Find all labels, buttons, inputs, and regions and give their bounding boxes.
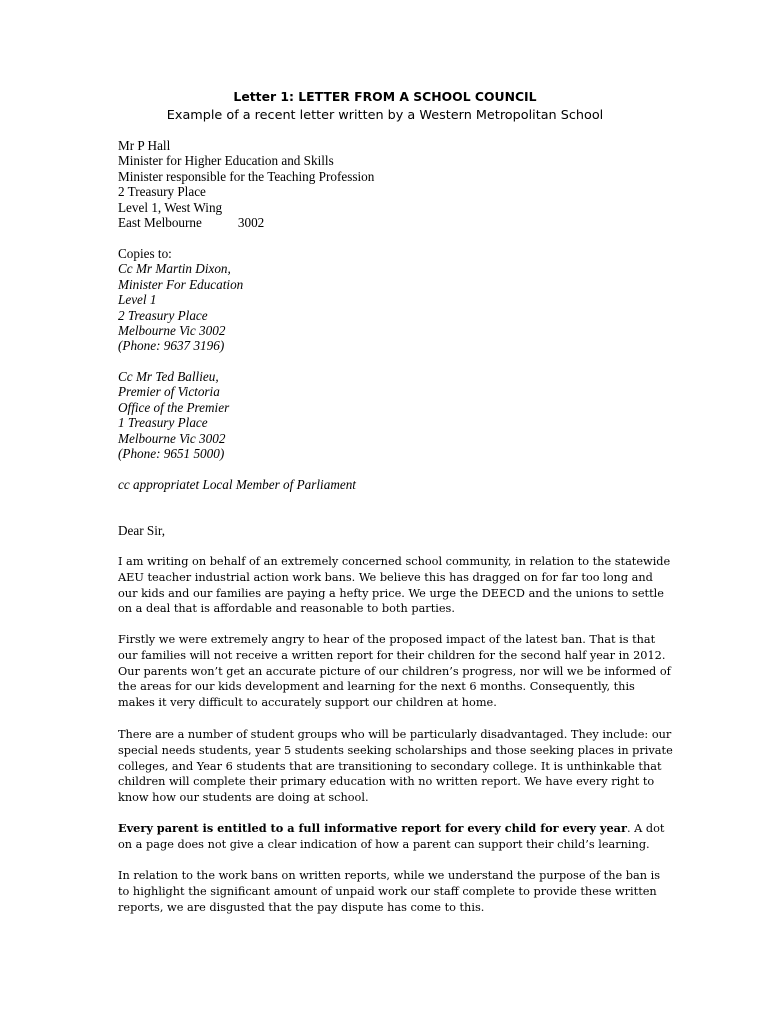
recipient-role-1: Minister for Higher Education and Skills bbox=[118, 153, 334, 169]
cc2-line: (Phone: 9651 5000) bbox=[118, 446, 225, 462]
paragraph-4 bbox=[118, 821, 663, 853]
paragraph-line bbox=[118, 821, 663, 837]
recipient-level: Level 1, West Wing bbox=[118, 199, 223, 215]
paragraph-line: Our parents won’t get an accurate picture of our children’s progress, nor will we be informed of bbox=[118, 664, 671, 678]
cc1-line: 2 Treasury Place bbox=[118, 307, 208, 323]
paragraph-line: know how our students are doing at school. bbox=[118, 791, 369, 805]
paragraph-1 bbox=[118, 554, 671, 617]
paragraph-line: I am writing on behalf of an extremely concerned school community, in relation to the statewide bbox=[118, 555, 671, 568]
paragraph-line: special needs students, year 5 students seeking scholarships and those seeking places in private bbox=[118, 743, 673, 757]
cc2-block bbox=[118, 369, 663, 461]
paragraph-line: on a deal that is affordable and reasonable to both parties. bbox=[118, 602, 455, 616]
salutation-block bbox=[118, 523, 663, 538]
recipient-postcode: 3002 bbox=[237, 215, 265, 231]
recipient-street: 2 Treasury Place bbox=[118, 184, 206, 200]
cc3-line: cc appropriatet Local Member of Parliament bbox=[118, 477, 356, 492]
paragraph-line: children will complete their primary education with no written report. We have every right to bbox=[118, 775, 655, 789]
cc2-line: Office of the Premier bbox=[118, 399, 230, 415]
paragraph-line: our families will not receive a written report for their children for the second half year in 2012. bbox=[118, 648, 666, 662]
cc1-line: Melbourne Vic 3002 bbox=[118, 323, 226, 339]
cc2-line: Melbourne Vic 3002 bbox=[118, 430, 226, 446]
cc1-line: Cc Mr Martin Dixon, bbox=[118, 261, 231, 277]
cc2-line: Premier of Victoria bbox=[118, 384, 220, 400]
paragraph-line: Firstly we were extremely angry to hear of the proposed impact of the latest ban. That is that bbox=[118, 633, 656, 646]
recipient-name: Mr P Hall bbox=[118, 138, 171, 153]
paragraph-2 bbox=[118, 632, 671, 711]
recipient-suburb: East Melbourne bbox=[118, 215, 202, 231]
recipient-suburb-line bbox=[118, 215, 663, 230]
salutation: Dear Sir, bbox=[118, 523, 166, 538]
emphasis-text: Every parent is entitled to a full informative report for every child for every year bbox=[118, 821, 627, 835]
cc3-block bbox=[118, 477, 663, 492]
paragraph-3 bbox=[118, 727, 673, 806]
paragraph-line: on a page does not give a clear indication of how a parent can support their child’s learning. bbox=[118, 837, 650, 851]
paragraph-line: our kids and our families are paying a hefty price. We urge the DEECD and the unions to settle bbox=[118, 586, 664, 600]
copies-heading: Copies to: bbox=[118, 246, 172, 261]
letter-subtitle: Example of a recent letter written by a Western Metropolitan School bbox=[166, 108, 604, 123]
cc1-line: (Phone: 9637 3196) bbox=[118, 338, 225, 354]
cc1-line: Level 1 bbox=[118, 292, 157, 308]
recipient-address bbox=[118, 138, 663, 230]
cc2-line: Cc Mr Ted Ballieu, bbox=[118, 369, 219, 384]
emphasis-tail: . A dot bbox=[626, 822, 665, 835]
paragraph-line: In relation to the work bans on written reports, while we understand the purpose of the ban is bbox=[118, 869, 661, 882]
cc2-line: 1 Treasury Place bbox=[118, 415, 208, 431]
paragraph-line: colleges, and Year 6 students that are transitioning to secondary college. It is unthinkable that bbox=[118, 759, 662, 773]
cc1-line: Minister For Education bbox=[118, 276, 244, 292]
paragraph-line: to highlight the significant amount of unpaid work our staff complete to provide these written bbox=[118, 884, 657, 898]
paragraph-line: reports, we are disgusted that the pay dispute has come to this. bbox=[118, 900, 485, 914]
recipient-role-2: Minister responsible for the Teaching Profession bbox=[118, 168, 375, 184]
paragraph-line: the areas for our kids development and learning for the next 6 months. Consequently, this bbox=[118, 680, 635, 694]
paragraph-5 bbox=[118, 868, 663, 915]
letter-title: Letter 1: LETTER FROM A SCHOOL COUNCIL bbox=[233, 89, 537, 104]
paragraph-line: There are a number of student groups who will be particularly disadvantaged. They include: our bbox=[118, 728, 672, 741]
copies-to-section bbox=[118, 246, 663, 354]
paragraph-line: AEU teacher industrial action work bans. We believe this has dragged on for far too long and bbox=[118, 570, 653, 584]
paragraph-line: makes it very difficult to accurately support our children at home. bbox=[118, 696, 497, 710]
